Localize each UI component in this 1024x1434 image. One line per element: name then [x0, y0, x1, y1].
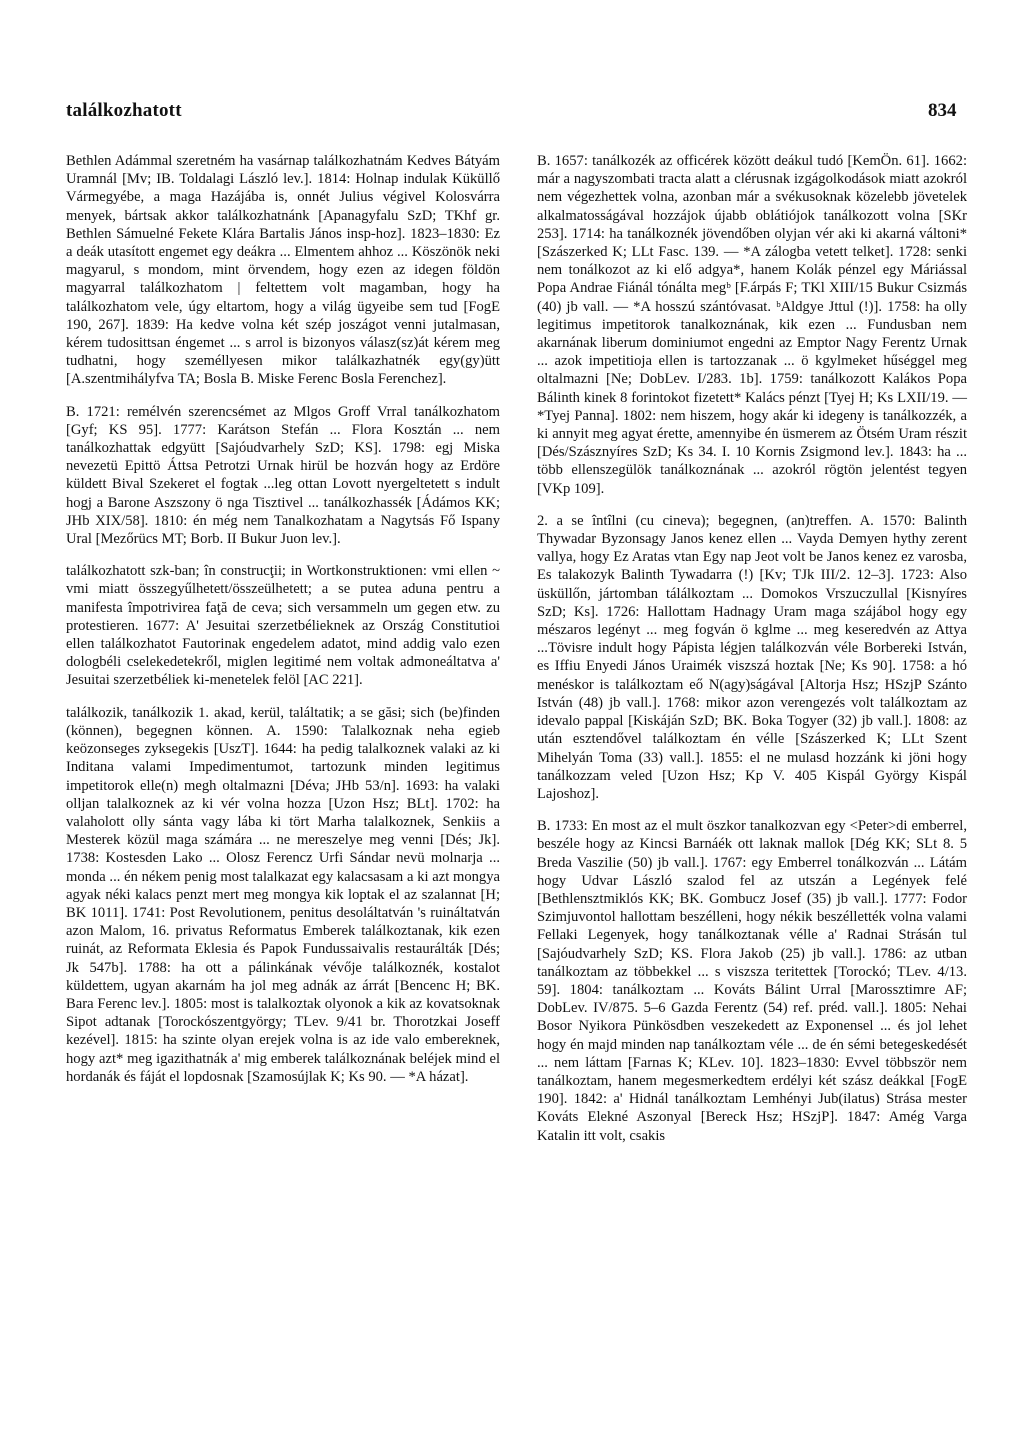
running-head: találkozhatott: [66, 100, 182, 121]
paragraph: B. 1657: tanálkozék az officérek között deákul tudó [KemÖn. 61]. 1662: már a nagyszombati tracta alatt a clérusnak izgágolkodások miatt azokról nem végezhettek volna, azonban már a svékusoknak közelebb jövetelek alkalmatosságával hozzájok újabb oblátiójok tanálkozott volna [SKr 253]. 1714: ha tanálkoznék jövendőben olyjan vér aki ki akarná váltoni* [Szászerked K; LLt Fasc. 139. — *A zálogba vetett telket]. 1728: senki nem tonálkozot az ki elő adgya*, hanem Kolák pénzel egy Máriással Popa Andrae Fiánál tónálta megᵇ [F.árpás F; TKl XIII/15 Bukur Csizmás (40) jb vall. — *A hosszú szántóvasat. ᵇAldgye Jttul (!)]. 1758: ha olly legitimus impetitorok tanalkoznának, kik ezen ... Fundusban nem akarnának liberum dominiumot engedni az Emptor Nagy Ferentz Urnak ... azok impetitioja ellen is tartozzanak ... ö kgylmeket hűséggel meg oltalmazni [Ne; DobLev. I/283. 1b]. 1759: tanálkozott Kalákos Popa Bálinth kinek 8 forintokot fizetett* Kalács pénzt [Tyej H; Ks LXII/19. — *Tyej Panna]. 1802: nem hiszem, hogy akár ki idegeny is tanálkozzék, a ki annyit meg agyat érette, amennyibe én üsmerem az Ötsém Uram részit [Dés/Szásznyíres SzD; Ks 34. I. 10 Kornis Zsigmond lev.]. 1843: ha ... több ellenszegülök tanálkoznának ... azokról rögtön jelentést tegyen [VKp 109].: [537, 153, 967, 497]
paragraph: B. 1733: En most az el mult öszkor tanalkozvan egy <Peter>di emberrel, beszéle hogy az Kincsi Barnáék ott laknak mallok [Dég KK; SLt 8. 5 Breda Vaszilie (50) jb vall.]. 1767: egy Emberrel tonálkozván ... Látám hogy Udvar László szalod fel az utszán a Legények felé [Bethlensztmiklós KK; BK. Gombucz Josef (35) jb vall.]. 1777: Fodor Szimjuvontol hallottam beszélleni, hogy nékik beszéllették volna valami Fellaki Legenyek, hogy tanálkoztanak vélle a' Radnai Strásán tul [Sajóudvarhely SzD; KS. Flora Jakob (25) jb vall.]. 1786: az utban tanálkoztam az többekkel ... s viszsza teritettek [Torockó; TLev. 4/13. 59]. 1804: tanálkoztam ... Kováts Bálint Urral [Marossztimre AF; DobLev. IV/875. 5–6 Gazda Ferentz (54) ref. préd. vall.]. 1805: Nehai Bosor Nyikora Pünkösdben veszekedett az Exponensel ... és jol lehet hogy én majd minden nap tanálkoztam véle ... de én sémi betegeskedését ... nem láttam [Farnas K; KLev. 10]. 1823–1830: Evvel többször nem tanálkoztam, hanem megesmerkedtem erdélyi két szász deákkal [FogE 190]. 1842: a' Hidnál tanálkoztam Lemhényi Jub(ilatus) Strása mester Kováts Elekné Aszonyal [Bereck Hsz; HSzjP]. 1847: Amég Varga Katalin itt volt, csakis: [537, 818, 967, 1144]
right-column: [537, 152, 967, 1159]
page-number: 834: [928, 100, 957, 121]
paragraph: B. 1721: remélvén szerencsémet az Mlgos Groff Vrral tanálkozhatom [Gyf; KS 95]. 1777: Karátson Stefán ... Flora Kosztán ... nem tanálkozhattak edgyütt [Sajóudvarhely SzD; KS]. 1798: egj Miska nevezetü Epittö Áttsa Petrotzi Urnak hirül be hozván hogy az Erdöre küldett Bival Szekeret el fogtak ...leg ottan Lovott nyergeltetett s indult hogj a Barone Aszszony ö nga Tisztivel ... tanálkozhassék [Ádámos KK; JHb XIX/58]. 1810: én még nem Tanalkozhatam a Nagytsás Fő Ispany Ural [Mezőrücs MT; Borb. II Bukur Juon lev.].: [66, 403, 500, 548]
entry-paragraph: találkozhatott szk-ban; în construcţii; in Wortkonstruktionen: vmi ellen ~ vmi miatt összegyűlhetett/összeülhetett; a se putea aduna pentru a manifesta împotrivirea faţă de ceva; sich versammeln um gegen etw. zu protestieren. 1677: A' Jesuitai szerzetbélieknek az Ország Constitutioi ellen találkozhatot Fautorinak engedelem adatot, mind addig valo ezen dologbéli cselekedetekről, miglen legitimé nem voltak admoneáltatva a' Jesuitai szerzetbéliek ki-menetelek felöl [AC 221].: [66, 563, 500, 689]
paragraph: 2. a se întîlni (cu cineva); begegnen, (an)treffen. A. 1570: Balinth Thywadar Byzonsagy Janos kenez ellen ... Vayda Demyen hythy zerent vallya, hogy Ez Aratas vtan Egy nap Jeot volt be Janos kenez ez varosba, Es talakozyk Balinth Tywadarra (!) [Kv; TJk III/2. 12–3]. 1723: Also üsküllőn, jártomban tálálkoztam ... Domokos Vrszuczullal [Kisnyíres SzD; Ks]. 1726: Hallottam Hadnagy Uram maga szájábol hogy egy mészaros legényt ... meg fogván ö kglme ... meg keseredvén az Attya ...Tövisre indult hogy Pápista légjen találkozván véle Borbereki István, es Iffiu Enyedi János Uraimék viszszá hoztak [Ne; Ks 90]. 1758: a hó menéskor is találkoztam eő N(agy)ságával [Altorja Hsz; HSzjP Szánto István (48) jb vall.]. 1768: mikor azon verengezés volt találkoztam az idevalo pappal [Kiskáján SzD; BK. Boka Togyer (32) jb vall.]. 1808: az után esztendővel találkoztam én vélle [Szászerked K; LLt Szent Mihelyán Toma (33) vall.]. 1855: el ne mulasd hozzánk ki jöni hogy tanálkozzam veled [Uzon Hsz; Kp V. 405 Kispál György Kispál Lajoshoz].: [537, 512, 967, 802]
entry-paragraph: találkozik, tanálkozik 1. akad, kerül, találtatik; a se găsi; sich (be)finden (können), begegnen können. A. 1590: Talalkoznak neha egieb keözonseges zyksegekis [UszT]. 1644: ha pedig talalkoznek valaki az ki Inditana valami Impedimentumot, tartozunk minden legitimus impetitorok elle(n) megh oltalmazni [Déva; JHb 53/n]. 1693: ha valaki olljan talalkoznek az ki vér volna hozza [Uzon Hsz; BLt]. 1702: ha valaholott olly sánta vagy lába ki tört Marha talalkoznek, Senkiis a Mesterek közül maga számára ... ne mereszelye meg venni [Dés; Jk]. 1738: Kostesden Lako ... Olosz Ferencz Urfi Sándar nevü molnarja ... monda ... én nékem penig most talalkazat egy kalacsasam a ki azt mongya agyak néki kalacs penzt mert meg mongya kik loptak el az szalannat [H; BK 1011]. 1741: Post Revolutionem, penitus desoláltatván 's ruináltatván azon Malom, 16. privatus Reformatus Emberek találkoztanak, kik ezen ruinát, az Reformata Eklesia és Papok Fundussaivalis restaurálták [Dés; Jk 547b]. 1788: ha ott a pálinkának vévője találkoznék, kostalot küldettem, ugyan akarnám ha jol meg adnák az árrát [Bencenc H; BK. Bara Ferenc lev.]. 1805: most is talalkoztak olyonok a kik az kovatsoknak Sipot adtanak [Torockószentgyörgy; TLev. 9/41 br. Thorotzkai Joseff kezével]. 1815: ha szinte olyan erejek volna is az ide valo embereknek, hogy azt* meg igazithatnák a' mig emberek találkoznának beléjek mind el hordanák és fáját el lopdosnak [Szamosújlak K; Ks 90. — *A házat].: [66, 704, 500, 1085]
paragraph: Bethlen Adámmal szeretném ha vasárnap találkozhatnám Kedves Bátyám Uramnál [Mv; IB. Toldalagi László lev.]. 1814: Holnap indulak Küküllő Vármegyébe, a maga Hazájába is, onnét Julius végivel Kolosvárra menyek, bártsak akkor találkozhatnánk [Apanagyfalu SzD; TKhf gr. Bethlen Sámuelné Fekete Klára Bartalis János insp-hoz]. 1823–1830: Ez a deák utasított engemet egy deákra ... Elmentem ahhoz ... Köszönök neki magyarul, s mondom, mint örvendem, hogy ezen az idegen földön magyarral találkozhatom | feltettem volt magamban, hogy ha találkozhatom vele, úgy eltartom, hogy a világ ügyeibe sem tud [FogE 190, 267]. 1839: Ha kedve volna két szép joszágot venni jutalmasan, kérem tudosittsan éngemet ... s arrol is bizonyos válasz(sz)át kérem meg tudhatni, hogy személlyesen mikor találkazhatnék egy(gy)ütt [A.szentmihályfva TA; Bosla B. Miske Ferenc Bosla Ferenchez].: [66, 153, 500, 388]
left-column: [66, 152, 500, 1100]
